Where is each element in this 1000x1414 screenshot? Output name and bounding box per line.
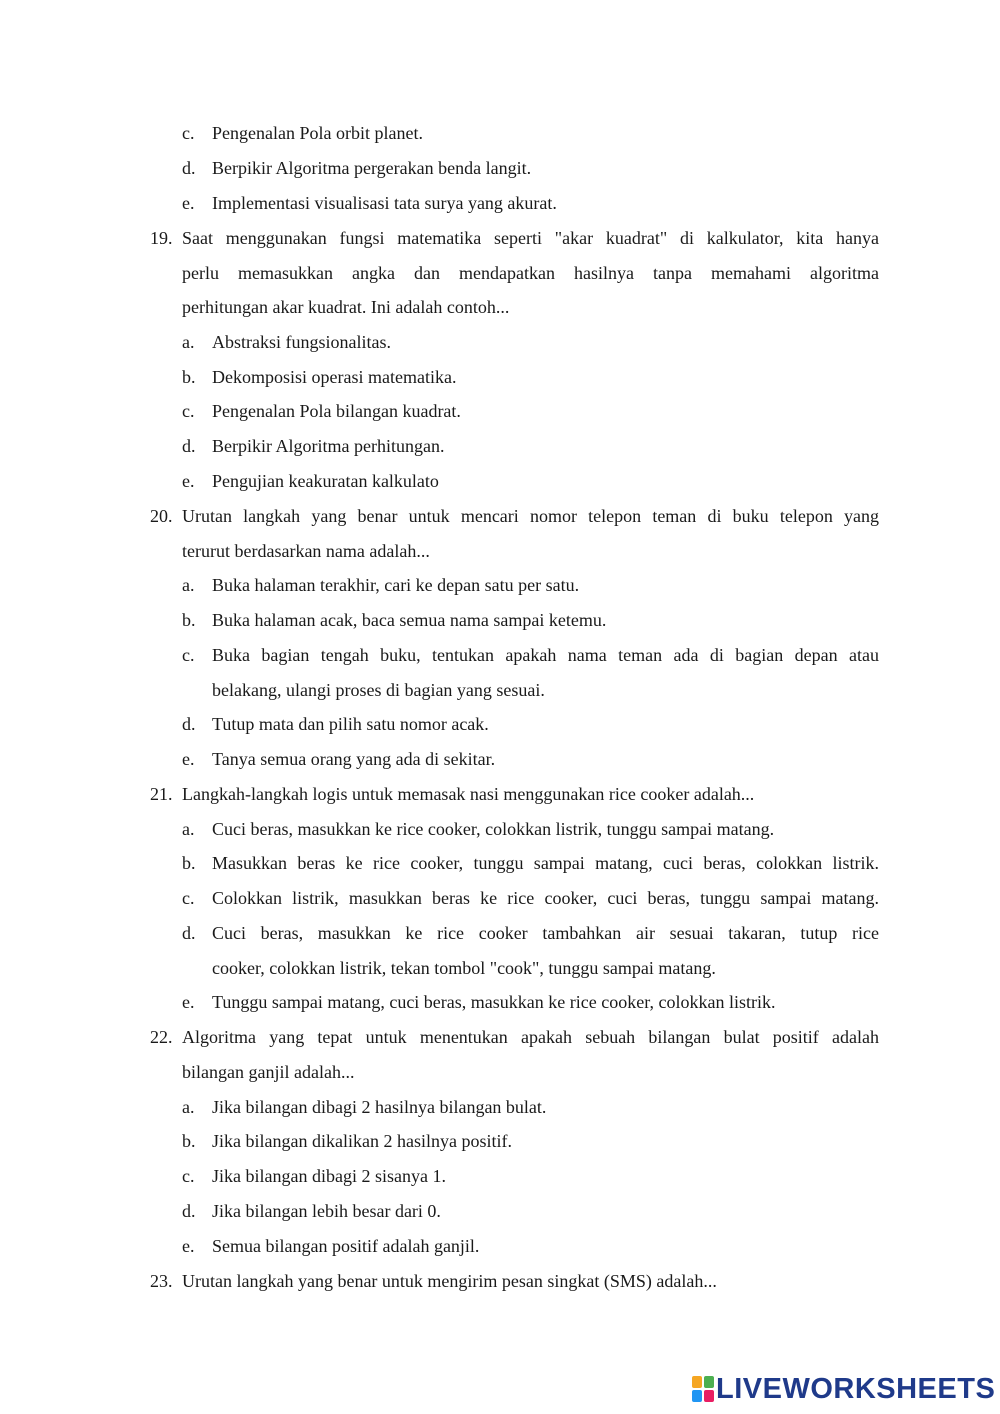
option-text-continued: cooker, colokkan listrik, tekan tombol "cook", tunggu sampai matang. [212,958,716,978]
option-letter: c. [182,1166,195,1186]
option-text: Buka halaman terakhir, cari ke depan satu per satu. [212,575,580,595]
question-number: 23. [150,1271,173,1291]
option-text: Buka halaman acak, baca semua nama sampai ketemu. [212,610,607,630]
question-number: 20. [150,506,173,526]
option-letter: d. [182,158,196,178]
option-letter: e. [182,193,195,213]
option-letter: d. [182,1201,196,1221]
option-text: Cuci beras, masukkan ke rice cooker tambahkan air sesuai takaran, tutup rice [212,923,879,943]
option-letter: e. [182,749,195,769]
option-letter: b. [182,610,196,630]
logo-block [704,1390,714,1402]
option-letter: c. [182,123,195,143]
option-letter: a. [182,1097,195,1117]
option-text: Berpikir Algoritma pergerakan benda langit. [212,158,532,178]
question-text: Langkah-langkah logis untuk memasak nasi menggunakan rice cooker adalah... [182,784,755,804]
option-letter: b. [182,367,196,387]
option-text: Tutup mata dan pilih satu nomor acak. [212,714,489,734]
question-text: perhitungan akar kuadrat. Ini adalah contoh... [182,297,510,317]
option-text: Semua bilangan positif adalah ganjil. [212,1236,480,1256]
option-letter: e. [182,992,195,1012]
option-text: Masukkan beras ke rice cooker, tunggu sampai matang, cuci beras, colokkan listrik. [212,853,879,873]
option-text-continued: belakang, ulangi proses di bagian yang sesuai. [212,680,545,700]
option-letter: c. [182,645,195,665]
option-text: Buka bagian tengah buku, tentukan apakah nama teman ada di bagian depan atau [212,645,879,665]
liveworksheets-logo [692,1374,995,1404]
option-letter: c. [182,888,195,908]
option-letter: c. [182,401,195,421]
option-text: Jika bilangan lebih besar dari 0. [212,1201,441,1221]
option-letter: a. [182,332,195,352]
option-text: Tanya semua orang yang ada di sekitar. [212,749,496,769]
liveworksheets-logo-icon [692,1376,714,1402]
question-text: Urutan langkah yang benar untuk mencari nomor telepon teman di buku telepon yang [182,506,879,526]
option-letter: d. [182,436,196,456]
question-text: terurut berdasarkan nama adalah... [182,541,430,561]
question-number: 21. [150,784,173,804]
option-text: Cuci beras, masukkan ke rice cooker, colokkan listrik, tunggu sampai matang. [212,819,775,839]
option-letter: d. [182,714,196,734]
option-text: Pengenalan Pola bilangan kuadrat. [212,401,461,421]
logo-block [692,1390,702,1402]
question-text: bilangan ganjil adalah... [182,1062,355,1082]
option-text: Jika bilangan dikalikan 2 hasilnya positif. [212,1131,512,1151]
option-text: Jika bilangan dibagi 2 hasilnya bilangan bulat. [212,1097,547,1117]
option-text: Tunggu sampai matang, cuci beras, masukkan ke rice cooker, colokkan listrik. [212,992,776,1012]
logo-text: LIVEWORKSHEETS [716,1372,996,1405]
logo-block [704,1376,714,1388]
question-number: 19. [150,228,173,248]
option-letter: b. [182,853,196,873]
option-text: Jika bilangan dibagi 2 sisanya 1. [212,1166,446,1186]
question-text: Saat menggunakan fungsi matematika seperti "akar kuadrat" di kalkulator, kita hanya [182,228,879,248]
option-letter: d. [182,923,196,943]
question-text: Algoritma yang tepat untuk menentukan apakah sebuah bilangan bulat positif adalah [182,1027,879,1047]
option-letter: a. [182,819,195,839]
logo-block [692,1376,702,1388]
option-letter: b. [182,1131,196,1151]
question-number: 22. [150,1027,173,1047]
option-text: Pengenalan Pola orbit planet. [212,123,423,143]
option-text: Pengujian keakuratan kalkulato [212,471,439,491]
option-text: Colokkan listrik, masukkan beras ke rice cooker, cuci beras, tunggu sampai matang. [212,888,879,908]
option-letter: a. [182,575,195,595]
option-text: Implementasi visualisasi tata surya yang akurat. [212,193,557,213]
option-text: Abstraksi fungsionalitas. [212,332,391,352]
question-text: Urutan langkah yang benar untuk mengirim pesan singkat (SMS) adalah... [182,1271,717,1291]
option-text: Berpikir Algoritma perhitungan. [212,436,445,456]
option-text: Dekomposisi operasi matematika. [212,367,457,387]
option-letter: e. [182,471,195,491]
question-text: perlu memasukkan angka dan mendapatkan hasilnya tanpa memahami algoritma [182,263,879,283]
option-letter: e. [182,1236,195,1256]
